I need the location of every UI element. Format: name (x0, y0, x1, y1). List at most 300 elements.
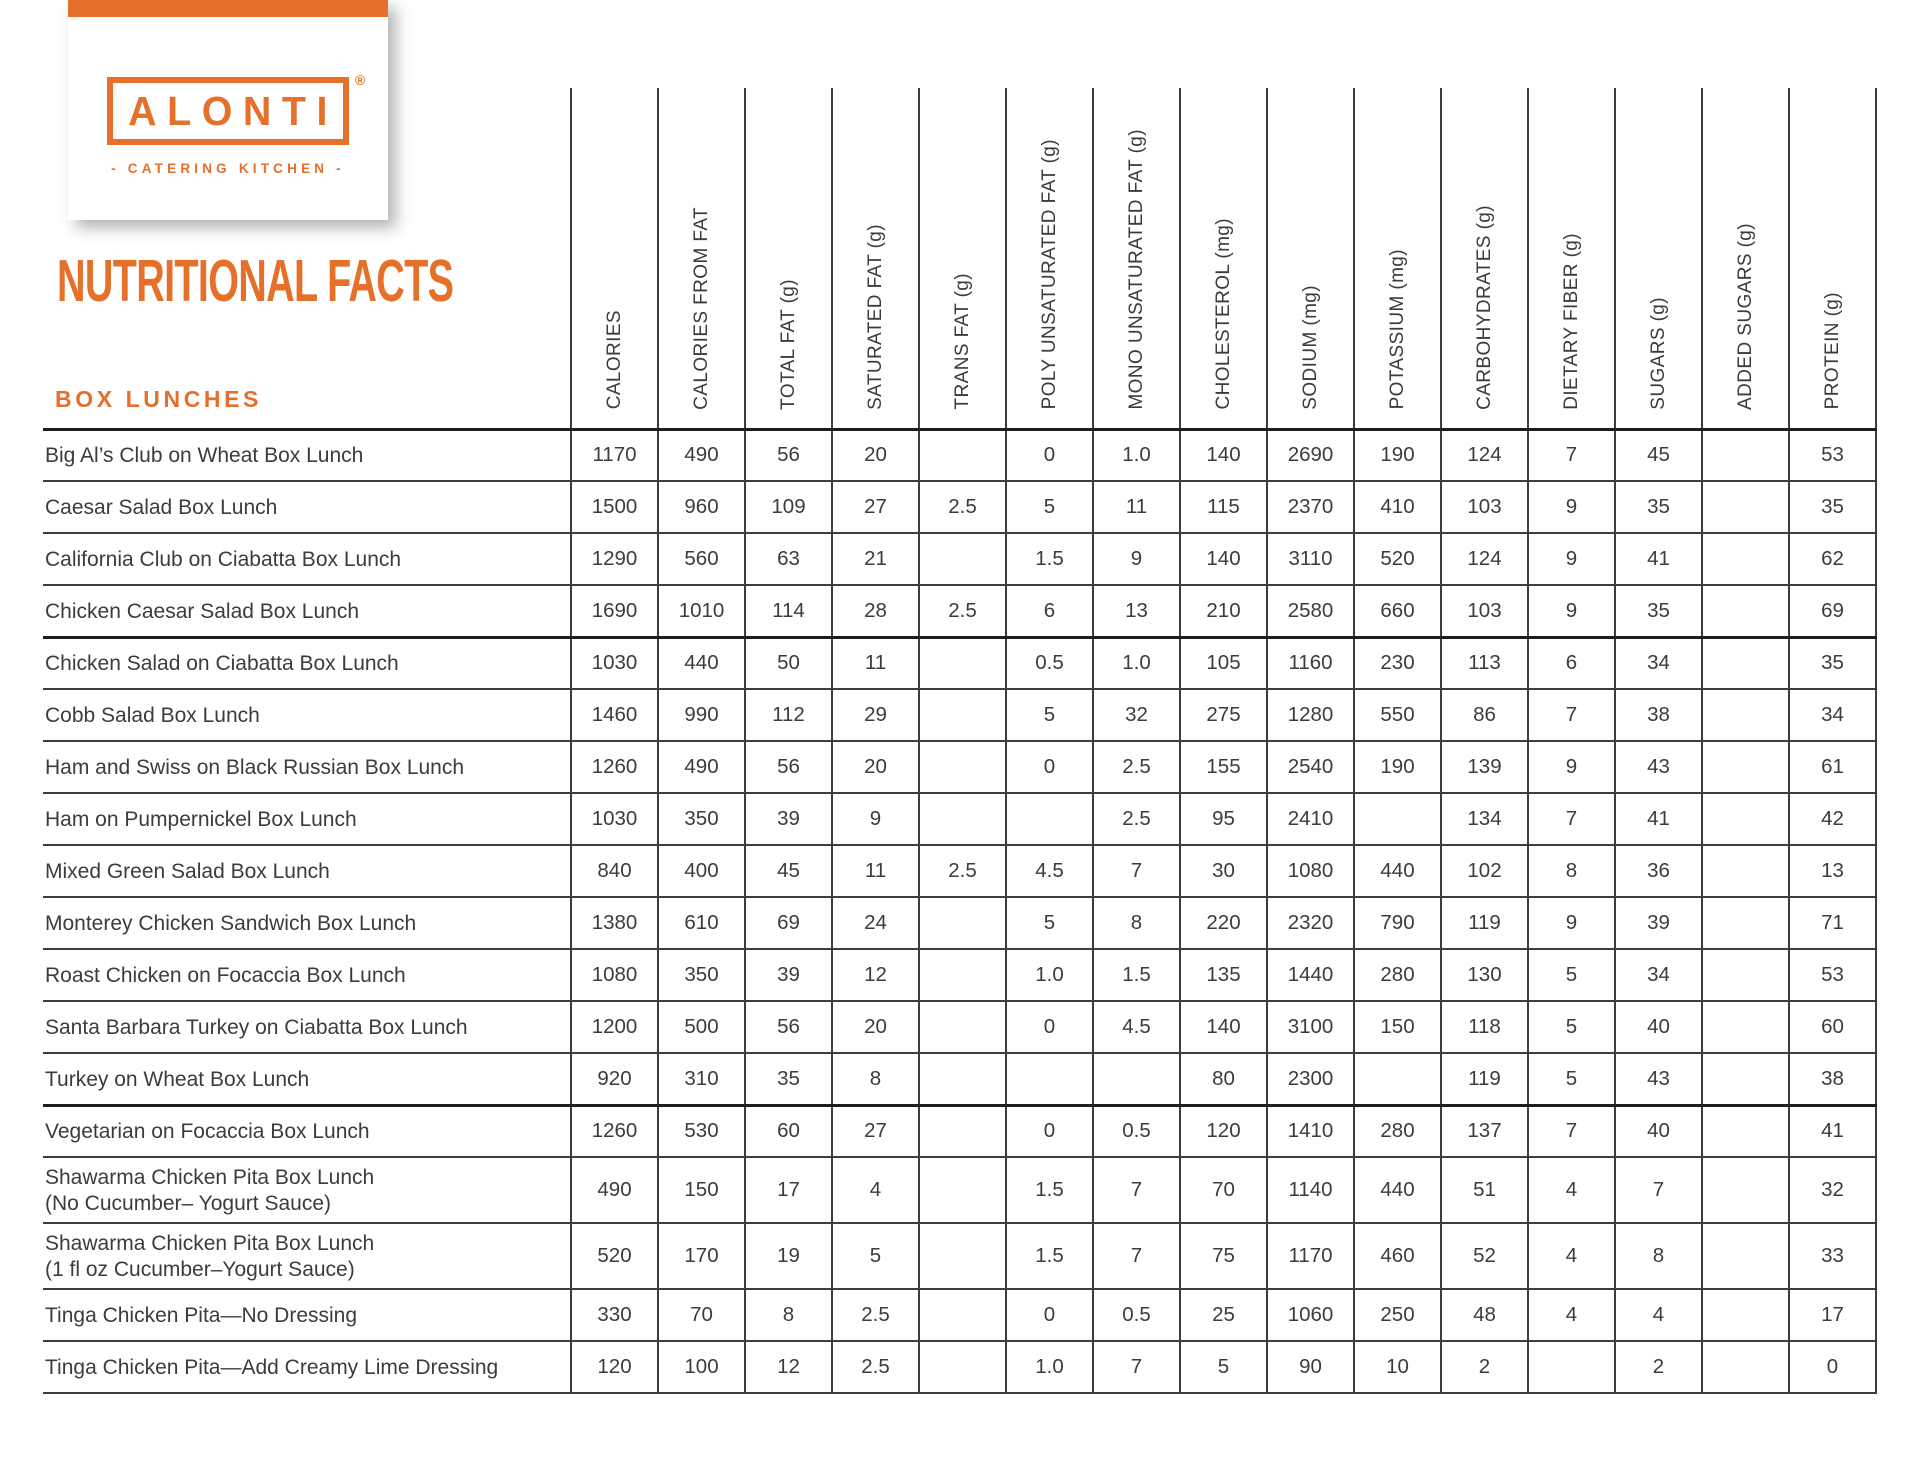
table-cell: 7 (1093, 1157, 1180, 1223)
table-cell: 330 (571, 1289, 658, 1341)
nutrition-facts-table (43, 88, 1877, 1394)
table-cell: 0 (1006, 1289, 1093, 1341)
table-cell: 45 (745, 845, 832, 897)
table-cell: 140 (1180, 429, 1267, 481)
table-cell: 6 (1006, 585, 1093, 637)
table-cell: 35 (1789, 481, 1876, 533)
table-cell: 190 (1354, 741, 1441, 793)
table-cell (919, 429, 1006, 481)
table-cell: 170 (658, 1223, 745, 1289)
table-cell: 1.5 (1093, 949, 1180, 1001)
table-cell: 48 (1441, 1289, 1528, 1341)
table-cell: 40 (1615, 1001, 1702, 1053)
table-row (43, 637, 1876, 689)
table-cell: 440 (1354, 845, 1441, 897)
table-cell (1702, 585, 1789, 637)
table-cell: 5 (1180, 1341, 1267, 1393)
table-cell: 41 (1789, 1105, 1876, 1157)
table-cell: 11 (1093, 481, 1180, 533)
table-cell: 1170 (571, 429, 658, 481)
table-cell: 7 (1528, 689, 1615, 741)
table-cell: 86 (1441, 689, 1528, 741)
table-cell: 4.5 (1006, 845, 1093, 897)
row-label: Tinga Chicken Pita—No Dressing (43, 1289, 571, 1341)
table-cell (1702, 429, 1789, 481)
table-cell: 1060 (1267, 1289, 1354, 1341)
table-cell: 2.5 (919, 585, 1006, 637)
table-cell: 1140 (1267, 1157, 1354, 1223)
table-cell (919, 689, 1006, 741)
table-cell (919, 1289, 1006, 1341)
table-cell: 1380 (571, 897, 658, 949)
table-cell: 34 (1615, 637, 1702, 689)
table-cell: 140 (1180, 533, 1267, 585)
table-cell: 124 (1441, 429, 1528, 481)
table-cell: 280 (1354, 949, 1441, 1001)
table-cell (1702, 949, 1789, 1001)
column-header (1006, 88, 1093, 429)
table-cell: 75 (1180, 1223, 1267, 1289)
table-cell: 12 (745, 1341, 832, 1393)
table-cell: 7 (1528, 1105, 1615, 1157)
table-row (43, 949, 1876, 1001)
table-cell: 39 (745, 793, 832, 845)
table-cell: 2.5 (919, 845, 1006, 897)
table-cell: 50 (745, 637, 832, 689)
table-cell: 20 (832, 1001, 919, 1053)
table-cell: 1440 (1267, 949, 1354, 1001)
table-cell: 53 (1789, 949, 1876, 1001)
column-header (1267, 88, 1354, 429)
table-cell: 210 (1180, 585, 1267, 637)
table-row (43, 585, 1876, 637)
table-cell: 1.0 (1006, 949, 1093, 1001)
table-cell (919, 741, 1006, 793)
table-cell: 35 (1615, 481, 1702, 533)
table-cell: 114 (745, 585, 832, 637)
table-cell (1702, 1289, 1789, 1341)
table-cell: 8 (1528, 845, 1615, 897)
table-cell: 1.0 (1006, 1341, 1093, 1393)
table-cell: 4 (832, 1157, 919, 1223)
table-cell (1702, 1157, 1789, 1223)
table-cell: 4 (1615, 1289, 1702, 1341)
table-cell: 350 (658, 949, 745, 1001)
table-cell: 34 (1789, 689, 1876, 741)
table-cell: 134 (1441, 793, 1528, 845)
table-cell: 275 (1180, 689, 1267, 741)
table-row (43, 533, 1876, 585)
table-cell: 2 (1441, 1341, 1528, 1393)
nutrition-table (43, 88, 1877, 1394)
table-cell: 1.5 (1006, 533, 1093, 585)
table-cell: 0 (1006, 1105, 1093, 1157)
table-cell: 250 (1354, 1289, 1441, 1341)
table-cell: 7 (1528, 793, 1615, 845)
table-cell: 1030 (571, 793, 658, 845)
table-cell: 21 (832, 533, 919, 585)
table-cell: 550 (1354, 689, 1441, 741)
table-cell: 500 (658, 1001, 745, 1053)
table-cell: 8 (745, 1289, 832, 1341)
table-cell: 80 (1180, 1053, 1267, 1105)
table-cell: 105 (1180, 637, 1267, 689)
table-cell: 71 (1789, 897, 1876, 949)
table-cell (919, 897, 1006, 949)
table-cell: 1260 (571, 741, 658, 793)
table-cell: 1410 (1267, 1105, 1354, 1157)
table-cell (1354, 1053, 1441, 1105)
table-cell (1702, 897, 1789, 949)
column-header (1093, 88, 1180, 429)
table-cell: 137 (1441, 1105, 1528, 1157)
section-label-cell (43, 88, 571, 429)
table-cell: 32 (1789, 1157, 1876, 1223)
column-header-label: CARBOHYDRATES (g) (1474, 204, 1495, 410)
table-cell: 102 (1441, 845, 1528, 897)
table-cell (919, 1157, 1006, 1223)
table-cell: 920 (571, 1053, 658, 1105)
column-header-label: TRANS FAT (g) (952, 273, 973, 410)
table-cell: 530 (658, 1105, 745, 1157)
table-cell: 112 (745, 689, 832, 741)
row-label: Tinga Chicken Pita—Add Creamy Lime Dressing (43, 1341, 571, 1393)
table-cell: 5 (1528, 1053, 1615, 1105)
row-label: Big Al’s Club on Wheat Box Lunch (43, 429, 571, 481)
table-cell: 155 (1180, 741, 1267, 793)
table-cell: 7 (1093, 845, 1180, 897)
table-cell: 1290 (571, 533, 658, 585)
table-cell: 36 (1615, 845, 1702, 897)
row-label: Turkey on Wheat Box Lunch (43, 1053, 571, 1105)
table-cell: 24 (832, 897, 919, 949)
table-cell: 53 (1789, 429, 1876, 481)
table-cell: 10 (1354, 1341, 1441, 1393)
table-cell: 13 (1789, 845, 1876, 897)
table-cell: 113 (1441, 637, 1528, 689)
table-cell: 7 (1093, 1341, 1180, 1393)
table-cell: 17 (745, 1157, 832, 1223)
table-cell: 490 (658, 741, 745, 793)
table-cell: 61 (1789, 741, 1876, 793)
table-cell (1702, 793, 1789, 845)
table-cell: 1170 (1267, 1223, 1354, 1289)
table-cell (1702, 689, 1789, 741)
table-cell: 43 (1615, 1053, 1702, 1105)
table-cell: 29 (832, 689, 919, 741)
column-header (1702, 88, 1789, 429)
table-cell: 63 (745, 533, 832, 585)
column-header (571, 88, 658, 429)
table-cell: 69 (1789, 585, 1876, 637)
table-row (43, 1157, 1876, 1223)
row-label: Mixed Green Salad Box Lunch (43, 845, 571, 897)
table-cell: 2320 (1267, 897, 1354, 949)
table-row (43, 793, 1876, 845)
table-cell: 5 (1006, 481, 1093, 533)
table-cell: 0 (1006, 741, 1093, 793)
column-header (1615, 88, 1702, 429)
table-cell: 27 (832, 481, 919, 533)
table-cell: 0.5 (1093, 1289, 1180, 1341)
table-cell: 990 (658, 689, 745, 741)
column-header (1528, 88, 1615, 429)
table-row (43, 741, 1876, 793)
table-cell: 2.5 (1093, 741, 1180, 793)
table-cell: 33 (1789, 1223, 1876, 1289)
table-cell: 8 (1093, 897, 1180, 949)
table-cell: 1500 (571, 481, 658, 533)
table-cell: 11 (832, 637, 919, 689)
table-cell: 124 (1441, 533, 1528, 585)
column-header (745, 88, 832, 429)
table-cell: 1460 (571, 689, 658, 741)
table-cell: 40 (1615, 1105, 1702, 1157)
table-cell: 0 (1006, 1001, 1093, 1053)
table-cell: 118 (1441, 1001, 1528, 1053)
table-cell: 62 (1789, 533, 1876, 585)
header-row (43, 88, 1876, 429)
table-cell: 9 (1528, 741, 1615, 793)
table-cell: 460 (1354, 1223, 1441, 1289)
table-cell (1702, 637, 1789, 689)
table-cell: 4 (1528, 1223, 1615, 1289)
column-header (1180, 88, 1267, 429)
brand-accent-bar (68, 0, 388, 17)
table-cell: 310 (658, 1053, 745, 1105)
table-cell: 1080 (1267, 845, 1354, 897)
table-cell: 410 (1354, 481, 1441, 533)
table-cell (919, 1105, 1006, 1157)
table-cell (1354, 793, 1441, 845)
column-header (1789, 88, 1876, 429)
table-cell: 45 (1615, 429, 1702, 481)
table-cell (919, 793, 1006, 845)
table-cell: 3100 (1267, 1001, 1354, 1053)
table-cell: 1.5 (1006, 1157, 1093, 1223)
table-cell: 1080 (571, 949, 658, 1001)
column-header-label: CALORIES (604, 310, 625, 410)
table-cell: 230 (1354, 637, 1441, 689)
table-cell (919, 637, 1006, 689)
table-row (43, 1001, 1876, 1053)
table-cell: 9 (1528, 481, 1615, 533)
table-cell: 32 (1093, 689, 1180, 741)
table-cell (919, 1341, 1006, 1393)
table-cell (1093, 1053, 1180, 1105)
table-cell (1702, 1341, 1789, 1393)
table-cell: 69 (745, 897, 832, 949)
table-cell: 960 (658, 481, 745, 533)
table-cell: 5 (832, 1223, 919, 1289)
table-cell: 1690 (571, 585, 658, 637)
table-cell: 1.5 (1006, 1223, 1093, 1289)
table-cell: 560 (658, 533, 745, 585)
column-header (658, 88, 745, 429)
table-cell: 2.5 (832, 1341, 919, 1393)
table-cell: 490 (571, 1157, 658, 1223)
table-cell (919, 1223, 1006, 1289)
table-cell (919, 1001, 1006, 1053)
table-cell: 119 (1441, 897, 1528, 949)
table-cell: 27 (832, 1105, 919, 1157)
table-cell: 1260 (571, 1105, 658, 1157)
table-cell: 43 (1615, 741, 1702, 793)
table-cell: 2.5 (919, 481, 1006, 533)
table-cell: 190 (1354, 429, 1441, 481)
logo-wordmark: ALONTI (128, 87, 339, 134)
table-cell: 2370 (1267, 481, 1354, 533)
table-cell: 109 (745, 481, 832, 533)
row-label: Shawarma Chicken Pita Box Lunch (1 fl oz Cucumber–Yogurt Sauce) (43, 1223, 571, 1289)
column-header-label: ADDED SUGARS (g) (1735, 222, 1756, 410)
table-cell: 56 (745, 1001, 832, 1053)
table-cell (1702, 845, 1789, 897)
registered-trademark-icon: ® (355, 72, 366, 88)
table-cell: 840 (571, 845, 658, 897)
table-cell: 56 (745, 429, 832, 481)
table-cell: 11 (832, 845, 919, 897)
column-header-label: PROTEIN (g) (1822, 292, 1843, 410)
table-cell (1702, 741, 1789, 793)
table-cell: 3110 (1267, 533, 1354, 585)
table-cell: 2.5 (832, 1289, 919, 1341)
column-header-label: POTASSIUM (mg) (1387, 249, 1408, 410)
table-cell (1702, 1001, 1789, 1053)
table-cell: 2580 (1267, 585, 1354, 637)
table-cell: 120 (1180, 1105, 1267, 1157)
table-row (43, 1341, 1876, 1393)
table-row (43, 1223, 1876, 1289)
table-cell: 20 (832, 429, 919, 481)
table-row (43, 429, 1876, 481)
table-cell: 35 (1615, 585, 1702, 637)
table-cell: 8 (1615, 1223, 1702, 1289)
table-cell: 60 (745, 1105, 832, 1157)
column-header (832, 88, 919, 429)
table-cell: 9 (1528, 533, 1615, 585)
table-cell: 2 (1615, 1341, 1702, 1393)
table-cell: 9 (1093, 533, 1180, 585)
table-cell: 70 (1180, 1157, 1267, 1223)
table-cell: 660 (1354, 585, 1441, 637)
table-cell: 17 (1789, 1289, 1876, 1341)
table-cell (919, 1053, 1006, 1105)
row-label: Vegetarian on Focaccia Box Lunch (43, 1105, 571, 1157)
table-cell: 0.5 (1093, 1105, 1180, 1157)
table-cell: 610 (658, 897, 745, 949)
table-cell: 39 (745, 949, 832, 1001)
table-cell: 28 (832, 585, 919, 637)
table-cell: 12 (832, 949, 919, 1001)
table-row (43, 1105, 1876, 1157)
table-cell: 520 (1354, 533, 1441, 585)
table-row (43, 689, 1876, 741)
table-cell: 20 (832, 741, 919, 793)
table-cell: 2300 (1267, 1053, 1354, 1105)
table-row (43, 845, 1876, 897)
table-cell: 60 (1789, 1001, 1876, 1053)
table-cell (919, 949, 1006, 1001)
row-label: Ham and Swiss on Black Russian Box Lunch (43, 741, 571, 793)
table-cell: 119 (1441, 1053, 1528, 1105)
row-label: Monterey Chicken Sandwich Box Lunch (43, 897, 571, 949)
row-label: Santa Barbara Turkey on Ciabatta Box Lunch (43, 1001, 571, 1053)
table-cell: 56 (745, 741, 832, 793)
table-cell: 2540 (1267, 741, 1354, 793)
table-cell (1702, 481, 1789, 533)
section-label: BOX LUNCHES (55, 385, 263, 412)
column-header-label: SUGARS (g) (1648, 296, 1669, 410)
table-cell (1006, 793, 1093, 845)
table-cell: 51 (1441, 1157, 1528, 1223)
table-cell: 490 (658, 429, 745, 481)
table-row (43, 481, 1876, 533)
table-cell: 0 (1789, 1341, 1876, 1393)
table-cell: 1030 (571, 637, 658, 689)
row-label: Caesar Salad Box Lunch (43, 481, 571, 533)
table-cell: 9 (832, 793, 919, 845)
table-cell: 135 (1180, 949, 1267, 1001)
table-cell: 140 (1180, 1001, 1267, 1053)
table-cell: 38 (1789, 1053, 1876, 1105)
column-header (1441, 88, 1528, 429)
table-cell: 103 (1441, 481, 1528, 533)
table-cell: 9 (1528, 585, 1615, 637)
table-cell: 70 (658, 1289, 745, 1341)
table-cell: 350 (658, 793, 745, 845)
table-cell: 1160 (1267, 637, 1354, 689)
table-cell: 19 (745, 1223, 832, 1289)
table-cell: 6 (1528, 637, 1615, 689)
table-cell: 95 (1180, 793, 1267, 845)
table-cell: 90 (1267, 1341, 1354, 1393)
table-cell: 2690 (1267, 429, 1354, 481)
table-cell: 41 (1615, 793, 1702, 845)
column-header (919, 88, 1006, 429)
table-row (43, 897, 1876, 949)
column-header-label: MONO UNSATURATED FAT (g) (1126, 128, 1147, 410)
table-cell: 5 (1528, 949, 1615, 1001)
table-cell: 8 (832, 1053, 919, 1105)
table-cell: 52 (1441, 1223, 1528, 1289)
table-cell: 2.5 (1093, 793, 1180, 845)
table-cell: 440 (658, 637, 745, 689)
table-cell: 1.0 (1093, 637, 1180, 689)
table-cell: 520 (571, 1223, 658, 1289)
table-cell (1702, 1223, 1789, 1289)
table-cell: 280 (1354, 1105, 1441, 1157)
table-cell: 130 (1441, 949, 1528, 1001)
table-cell: 0.5 (1006, 637, 1093, 689)
column-header-label: TOTAL FAT (g) (778, 278, 799, 410)
table-cell (1528, 1341, 1615, 1393)
table-cell: 100 (658, 1341, 745, 1393)
table-cell: 7 (1615, 1157, 1702, 1223)
table-cell: 1010 (658, 585, 745, 637)
table-cell: 150 (658, 1157, 745, 1223)
table-cell: 5 (1528, 1001, 1615, 1053)
table-cell: 400 (658, 845, 745, 897)
table-cell: 4.5 (1093, 1001, 1180, 1053)
table-cell (1702, 1053, 1789, 1105)
table-cell: 1200 (571, 1001, 658, 1053)
table-cell: 120 (571, 1341, 658, 1393)
table-cell (1006, 1053, 1093, 1105)
table-cell: 7 (1093, 1223, 1180, 1289)
table-cell: 25 (1180, 1289, 1267, 1341)
table-cell: 139 (1441, 741, 1528, 793)
